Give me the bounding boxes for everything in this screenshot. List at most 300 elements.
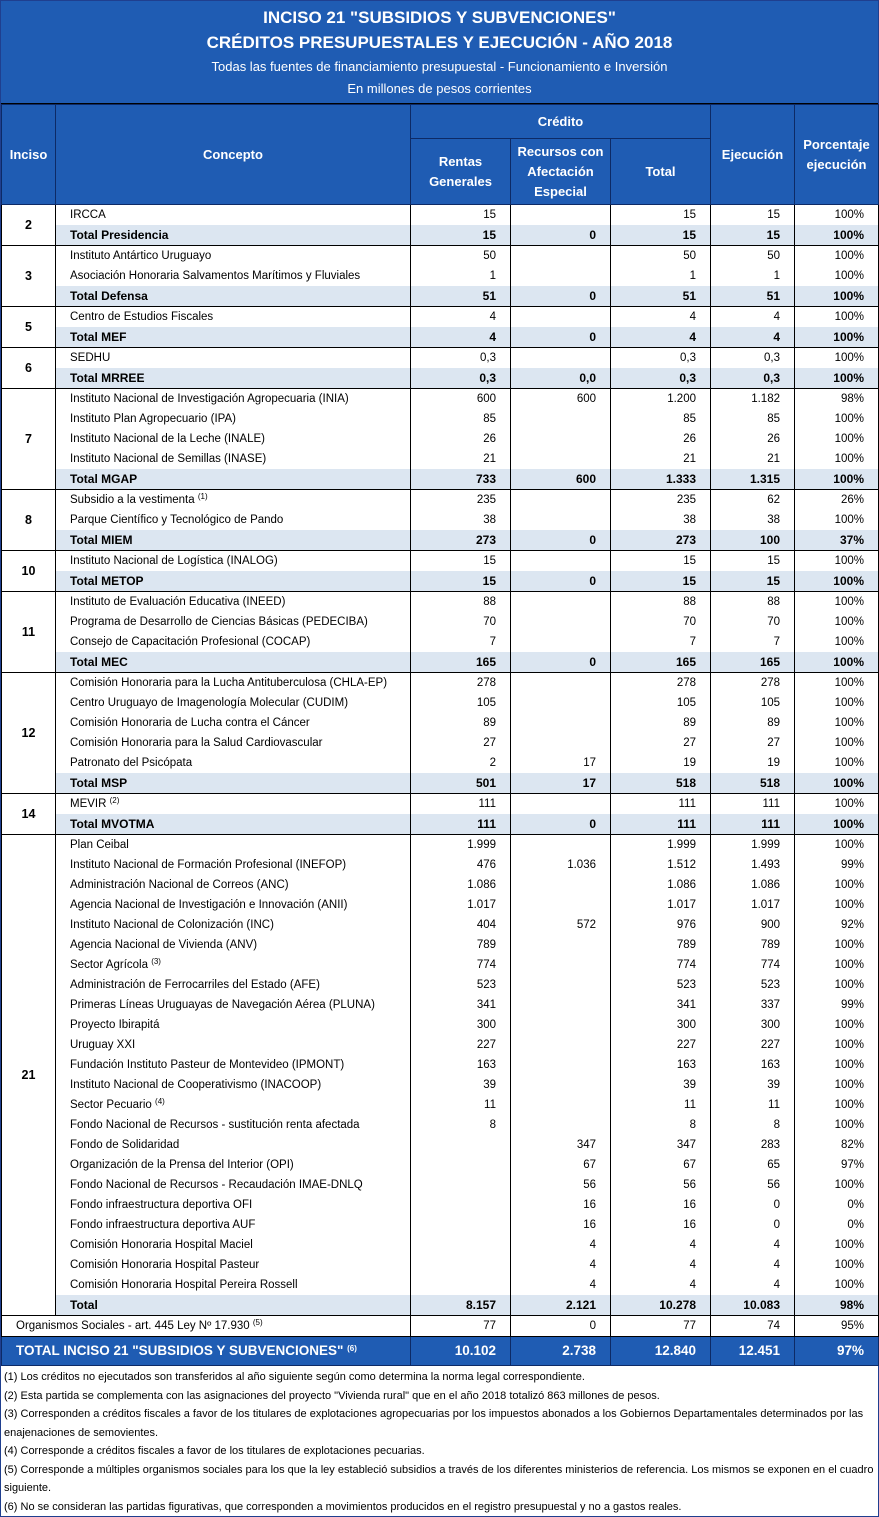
recursos-afectacion-cell (511, 814, 611, 835)
total-cell-text: 77 (683, 1320, 696, 1332)
ejecucion-cell-text: 62 (767, 494, 780, 506)
porcentaje-cell-text: 100% (834, 899, 864, 911)
ejecucion-cell-text: 4 (773, 330, 780, 344)
concept-cell-text: MEVIR (70, 798, 107, 810)
ejecucion-cell-text: 165 (759, 655, 780, 669)
recursos-afectacion-cell (511, 348, 611, 369)
ejecucion-cell-text: 15 (766, 228, 780, 242)
total-cell (611, 225, 711, 246)
footnote-ref: (3) (151, 957, 161, 966)
rentas-generales-cell-text: 50 (483, 250, 496, 262)
ejecucion-cell-text: 38 (767, 514, 780, 526)
porcentaje-cell-text: 37% (839, 533, 864, 547)
recursos-afectacion-cell (511, 955, 611, 975)
total-cell-text: 70 (683, 616, 696, 628)
porcentaje-cell (795, 1015, 879, 1035)
concept-cell-text: Agencia Nacional de Vivienda (ANV) (70, 939, 258, 951)
ejecucion-cell-text: 85 (767, 413, 780, 425)
recursos-afectacion-cell-text: 4 (589, 1259, 596, 1271)
porcentaje-cell (795, 592, 879, 613)
total-cell-text: 38 (683, 514, 696, 526)
concept-cell-text: Sector Pecuario (70, 1099, 152, 1111)
rentas-generales-cell-text: 1.999 (467, 839, 496, 851)
ejecucion-cell-text: 518 (759, 776, 780, 790)
porcentaje-cell-text: 99% (840, 859, 864, 871)
header-total: Total (611, 139, 711, 205)
recursos-afectacion-cell (511, 490, 611, 511)
header-porcentaje-line-2: ejecución (806, 156, 867, 172)
ejecucion-cell-text: 278 (760, 677, 780, 689)
concept-cell-text: Instituto Plan Agropecuario (IPA) (70, 413, 236, 425)
rentas-generales-cell (411, 652, 511, 673)
recursos-afectacion-cell-text: 0 (589, 1320, 596, 1332)
inciso-cell (2, 490, 56, 551)
concept-cell (56, 286, 411, 307)
ejecucion-cell (711, 1095, 795, 1115)
recursos-afectacion-cell (511, 530, 611, 551)
recursos-afectacion-cell (511, 429, 611, 449)
ejecucion-cell (711, 632, 795, 652)
recursos-afectacion-cell-text: 600 (575, 472, 596, 486)
ejecucion-cell (711, 1235, 795, 1255)
ejecucion-cell (711, 1337, 795, 1366)
concept-cell (56, 794, 411, 815)
recursos-afectacion-cell-text: 0 (589, 228, 596, 242)
rentas-generales-cell-text: 39 (483, 1079, 496, 1091)
concept-cell (56, 490, 411, 511)
porcentaje-cell-text: 99% (840, 999, 864, 1011)
total-cell-text: 7 (689, 636, 696, 648)
total-cell-text: 27 (683, 737, 696, 749)
porcentaje-cell-text: 100% (833, 817, 864, 831)
rentas-generales-cell (411, 1155, 511, 1175)
concept-cell (56, 875, 411, 895)
rentas-generales-cell (411, 632, 511, 652)
rentas-generales-cell-text: 300 (476, 1019, 496, 1031)
recursos-afectacion-cell-text: 4 (589, 1279, 596, 1291)
ejecucion-cell-text: 74 (767, 1320, 780, 1332)
concept-cell-text: Administración Nacional de Correos (ANC) (70, 879, 289, 891)
ejecucion-cell-text: 1.182 (751, 393, 780, 405)
total-cell-text: 341 (676, 999, 696, 1011)
total-cell (611, 1275, 711, 1295)
total-cell-text: 15 (683, 555, 696, 567)
porcentaje-cell-text: 100% (834, 514, 864, 526)
porcentaje-cell (795, 1295, 879, 1316)
concept-cell (56, 409, 411, 429)
concept-cell-text: Instituto Nacional de Semillas (INASE) (70, 453, 267, 465)
concept-cell-text: Instituto Nacional de Cooperativismo (INACOOP) (70, 1079, 322, 1091)
porcentaje-cell (795, 246, 879, 267)
total-cell (611, 693, 711, 713)
porcentaje-cell-text: 98% (839, 1298, 864, 1312)
concept-cell (56, 1295, 411, 1316)
table-row (2, 713, 879, 733)
recursos-afectacion-cell-text: 17 (582, 776, 596, 790)
porcentaje-cell-text: 92% (840, 919, 864, 931)
porcentaje-cell (795, 510, 879, 530)
total-cell-text: 16 (683, 1199, 696, 1211)
recursos-afectacion-cell-text: 56 (583, 1179, 596, 1191)
rentas-generales-cell-text: 341 (476, 999, 496, 1011)
recursos-afectacion-cell (511, 794, 611, 815)
ejecucion-cell-text: 8 (773, 1119, 780, 1131)
total-cell-text: 51 (682, 289, 696, 303)
rentas-generales-cell-text: 0,3 (479, 371, 496, 385)
concept-cell (56, 307, 411, 328)
rentas-generales-cell (411, 1055, 511, 1075)
ejecucion-cell (711, 389, 795, 410)
concept-cell-text: Total METOP (70, 574, 144, 588)
total-cell (611, 1255, 711, 1275)
porcentaje-cell-text: 100% (833, 574, 864, 588)
concept-cell-text: Comisión Honoraria Hospital Pasteur (70, 1259, 260, 1271)
recursos-afectacion-cell (511, 1175, 611, 1195)
ejecucion-cell-text: 523 (760, 979, 780, 991)
rentas-generales-cell (411, 773, 511, 794)
total-row (2, 1295, 879, 1316)
porcentaje-cell-text: 0% (847, 1199, 864, 1211)
total-cell-text: 774 (676, 959, 696, 971)
rentas-generales-cell-text: 111 (477, 817, 496, 831)
total-cell-text: 518 (675, 776, 696, 790)
ejecucion-cell-text: 15 (766, 574, 780, 588)
table-row (2, 794, 879, 815)
concept-cell (56, 855, 411, 875)
header-recursos-afectacion (511, 139, 611, 205)
recursos-afectacion-cell (511, 307, 611, 328)
ejecucion-cell-text: 15 (767, 209, 780, 221)
table-row (2, 449, 879, 469)
ejecucion-cell (711, 915, 795, 935)
total-cell-text: 0,3 (679, 371, 696, 385)
ejecucion-cell (711, 368, 795, 389)
table-row (2, 1155, 879, 1175)
inciso-cell (2, 205, 56, 246)
total-cell (611, 1295, 711, 1316)
total-cell (611, 955, 711, 975)
rentas-generales-cell (411, 327, 511, 348)
inciso-cell (2, 794, 56, 835)
footnote: (1) Los créditos no ejecutados son transferidos al año siguiente según como determina la norma legal correspondiente. (4, 1371, 585, 1383)
table-row (2, 975, 879, 995)
total-cell (611, 368, 711, 389)
ejecucion-cell-text: 26 (767, 433, 780, 445)
concept-cell (56, 348, 411, 369)
concept-cell-text: Organismos Sociales - art. 445 Ley Nº 17.930 (16, 1320, 250, 1332)
total-cell (611, 733, 711, 753)
porcentaje-cell (795, 753, 879, 773)
total-cell-text: 1.999 (667, 839, 696, 851)
table-row (2, 429, 879, 449)
rentas-generales-cell-text: 15 (483, 555, 496, 567)
recursos-afectacion-cell (511, 1316, 611, 1337)
footnotes (1, 1366, 878, 1516)
recursos-afectacion-cell (511, 1095, 611, 1115)
total-cell (611, 1075, 711, 1095)
ejecucion-cell (711, 449, 795, 469)
organismos-sociales-row (2, 1316, 879, 1337)
recursos-afectacion-cell (511, 915, 611, 935)
ejecucion-cell-text: 0,3 (764, 352, 780, 364)
table-row (2, 409, 879, 429)
ejecucion-cell-text: 1.086 (751, 879, 780, 891)
rentas-generales-cell-text: 77 (483, 1320, 496, 1332)
porcentaje-cell-text: 100% (834, 697, 864, 709)
footnote: (6) No se consideran las partidas figurativas, que corresponden a movimientos producidos en el registro presupuestal y no a gastos reales. (4, 1500, 682, 1513)
inciso-cell-text: 14 (21, 807, 36, 821)
recursos-afectacion-cell (511, 693, 611, 713)
ejecucion-cell (711, 1035, 795, 1055)
ejecucion-cell-text: 1 (773, 270, 780, 282)
concept-cell (56, 1215, 411, 1235)
total-cell-text: 235 (676, 494, 696, 506)
recursos-afectacion-cell (511, 327, 611, 348)
concept-cell-text: Subsidio a la vestimenta (70, 494, 195, 506)
porcentaje-cell (795, 875, 879, 895)
rentas-generales-cell (411, 935, 511, 955)
rentas-generales-cell (411, 855, 511, 875)
rentas-generales-cell (411, 307, 511, 328)
ejecucion-cell (711, 652, 795, 673)
total-cell-text: 976 (676, 919, 696, 931)
porcentaje-cell-text: 100% (834, 555, 864, 567)
concept-cell-text: Fondo Nacional de Recursos - Recaudación IMAE-DNLQ (70, 1179, 363, 1191)
rentas-generales-cell (411, 733, 511, 753)
porcentaje-cell-text: 100% (834, 839, 864, 851)
total-cell (611, 571, 711, 592)
ejecucion-cell (711, 490, 795, 511)
porcentaje-cell (795, 307, 879, 328)
porcentaje-cell-text: 100% (834, 879, 864, 891)
recursos-afectacion-cell-text: 0 (589, 817, 596, 831)
ejecucion-cell (711, 955, 795, 975)
table-row (2, 693, 879, 713)
ejecucion-cell-text: 88 (767, 596, 780, 608)
total-cell-text: 163 (676, 1059, 696, 1071)
porcentaje-cell (795, 632, 879, 652)
rentas-generales-cell (411, 975, 511, 995)
footnote-ref: (4) (155, 1097, 165, 1106)
recursos-afectacion-cell (511, 632, 611, 652)
ejecucion-cell-text: 21 (767, 453, 780, 465)
rentas-generales-cell (411, 1115, 511, 1135)
rentas-generales-cell (411, 1035, 511, 1055)
header-concepto: Concepto (56, 105, 411, 205)
ejecucion-cell (711, 733, 795, 753)
concept-cell (56, 1275, 411, 1295)
total-cell (611, 915, 711, 935)
inciso-cell (2, 551, 56, 592)
rentas-generales-cell (411, 510, 511, 530)
table-row (2, 875, 879, 895)
total-cell-text: 523 (676, 979, 696, 991)
concept-cell-text: Uruguay XXI (70, 1039, 136, 1051)
total-cell-text: 4 (689, 311, 696, 323)
total-cell (611, 895, 711, 915)
footnote-ref: (5) (252, 1318, 263, 1327)
concept-cell (56, 915, 411, 935)
rentas-generales-cell (411, 1337, 511, 1366)
total-cell-text: 89 (683, 717, 696, 729)
concept-cell (56, 835, 411, 856)
recursos-afectacion-cell (511, 835, 611, 856)
total-cell (611, 1015, 711, 1035)
total-row (2, 814, 879, 835)
porcentaje-cell-text: 100% (834, 413, 864, 425)
ejecucion-cell (711, 1295, 795, 1316)
ejecucion-cell (711, 673, 795, 694)
porcentaje-cell (795, 1135, 879, 1155)
porcentaje-cell-text: 100% (834, 596, 864, 608)
recursos-afectacion-cell (511, 753, 611, 773)
rentas-generales-cell-text: 501 (475, 776, 496, 790)
table-row (2, 835, 879, 856)
rentas-generales-cell (411, 571, 511, 592)
ejecucion-cell-text: 11 (768, 1099, 780, 1111)
recursos-afectacion-cell-text: 600 (576, 393, 596, 405)
porcentaje-cell-text: 100% (834, 1179, 864, 1191)
recursos-afectacion-cell (511, 1215, 611, 1235)
inciso-cell (2, 348, 56, 389)
rentas-generales-cell (411, 955, 511, 975)
concept-cell (56, 935, 411, 955)
ejecucion-cell (711, 266, 795, 286)
concept-cell-text: Instituto Antártico Uruguayo (70, 250, 212, 262)
ejecucion-cell-text: 65 (767, 1159, 780, 1171)
concept-cell-text: Patronato del Psicópata (70, 757, 193, 769)
concept-cell-text: Total MIEM (70, 533, 133, 547)
total-cell (611, 409, 711, 429)
ejecucion-cell (711, 327, 795, 348)
total-cell-text: 347 (676, 1139, 696, 1151)
porcentaje-cell-text: 100% (834, 209, 864, 221)
porcentaje-cell (795, 1055, 879, 1075)
rentas-generales-cell (411, 612, 511, 632)
total-cell-text: 56 (683, 1179, 696, 1191)
recursos-afectacion-cell (511, 773, 611, 794)
concept-cell-text: Administración de Ferrocarriles del Estado (AFE) (70, 979, 320, 991)
header-porcentaje (795, 105, 879, 205)
ejecucion-cell-text: 111 (762, 798, 780, 810)
table-row (2, 612, 879, 632)
total-cell-text: 16 (683, 1219, 696, 1231)
header-porcentaje-line-1: Porcentaje (803, 136, 870, 152)
rentas-generales-cell-text: 1 (489, 270, 496, 282)
concept-cell-text: IRCCA (70, 209, 106, 221)
rentas-generales-cell (411, 875, 511, 895)
rentas-generales-cell-text: 278 (476, 677, 496, 689)
rentas-generales-cell-text: 27 (483, 737, 496, 749)
total-cell (611, 773, 711, 794)
porcentaje-cell-text: 100% (834, 250, 864, 262)
rentas-generales-cell-text: 70 (483, 616, 496, 628)
total-cell (611, 835, 711, 856)
footnote-ref: (2) (109, 796, 120, 805)
porcentaje-cell (795, 1235, 879, 1255)
total-row (2, 469, 879, 490)
porcentaje-cell (795, 1337, 879, 1366)
recursos-afectacion-cell (511, 1075, 611, 1095)
table-row (2, 1115, 879, 1135)
ejecucion-cell-text: 27 (767, 737, 780, 749)
rentas-generales-cell-text: 227 (476, 1039, 496, 1051)
ejecucion-cell-text: 7 (773, 636, 780, 648)
porcentaje-cell-text: 100% (833, 371, 864, 385)
total-cell (611, 1095, 711, 1115)
porcentaje-cell-text: 100% (833, 228, 864, 242)
rentas-generales-cell (411, 915, 511, 935)
porcentaje-cell (795, 955, 879, 975)
inciso-cell-text: 2 (25, 218, 32, 232)
title-line-1: INCISO 21 "SUBSIDIOS Y SUBVENCIONES" (263, 8, 616, 27)
recursos-afectacion-cell (511, 995, 611, 1015)
porcentaje-cell-text: 100% (834, 1239, 864, 1251)
table-row (2, 307, 879, 328)
rentas-generales-cell (411, 1075, 511, 1095)
concept-cell-text: Programa de Desarrollo de Ciencias Básicas (PEDECIBA) (70, 616, 368, 628)
inciso-cell (2, 246, 56, 307)
header-recursos-line-3: Especial (534, 183, 587, 199)
concept-cell-text: Asociación Honoraria Salvamentos Marítimos y Fluviales (70, 270, 361, 282)
ejecucion-cell (711, 409, 795, 429)
table-header (2, 105, 879, 205)
porcentaje-cell (795, 1316, 879, 1337)
inciso-cell-text: 8 (25, 513, 32, 527)
total-row (2, 652, 879, 673)
total-cell (611, 1215, 711, 1235)
porcentaje-cell-text: 100% (834, 270, 864, 282)
recursos-afectacion-cell (511, 266, 611, 286)
ejecucion-cell (711, 1215, 795, 1235)
concept-cell-text: Parque Científico y Tecnológico de Pando (70, 514, 284, 526)
rentas-generales-cell-text: 15 (482, 574, 496, 588)
total-cell (611, 429, 711, 449)
concept-cell (56, 753, 411, 773)
concept-cell (56, 673, 411, 694)
header-recursos-line-2: Afectación (527, 163, 594, 179)
recursos-afectacion-cell (511, 225, 611, 246)
porcentaje-cell (795, 975, 879, 995)
ejecucion-cell-text: 0,3 (763, 371, 780, 385)
ejecucion-cell-text: 163 (760, 1059, 780, 1071)
porcentaje-cell-text: 100% (833, 776, 864, 790)
rentas-generales-cell-text: 235 (476, 494, 496, 506)
table-row (2, 895, 879, 915)
ejecucion-cell (711, 1175, 795, 1195)
inciso-cell-text: 6 (25, 361, 32, 375)
concept-cell-text: Comisión Honoraria de Lucha contra el Cáncer (70, 717, 310, 729)
concept-cell (56, 773, 411, 794)
porcentaje-cell (795, 368, 879, 389)
table-row (2, 1095, 879, 1115)
recursos-afectacion-cell (511, 286, 611, 307)
table-row (2, 995, 879, 1015)
recursos-afectacion-cell (511, 673, 611, 694)
concept-cell-text: Plan Ceibal (70, 839, 129, 851)
table-row (2, 205, 879, 226)
concept-cell (56, 389, 411, 410)
porcentaje-cell (795, 713, 879, 733)
rentas-generales-cell-text: 404 (476, 919, 496, 931)
concept-cell-text: Fondo Nacional de Recursos - sustitución renta afectada (70, 1119, 360, 1131)
grand-total-row (2, 1337, 879, 1366)
ejecucion-cell (711, 530, 795, 551)
concept-cell-text: Sector Agrícola (70, 959, 148, 971)
ejecucion-cell-text: 283 (760, 1139, 780, 1151)
recursos-afectacion-cell (511, 612, 611, 632)
rentas-generales-cell (411, 348, 511, 369)
